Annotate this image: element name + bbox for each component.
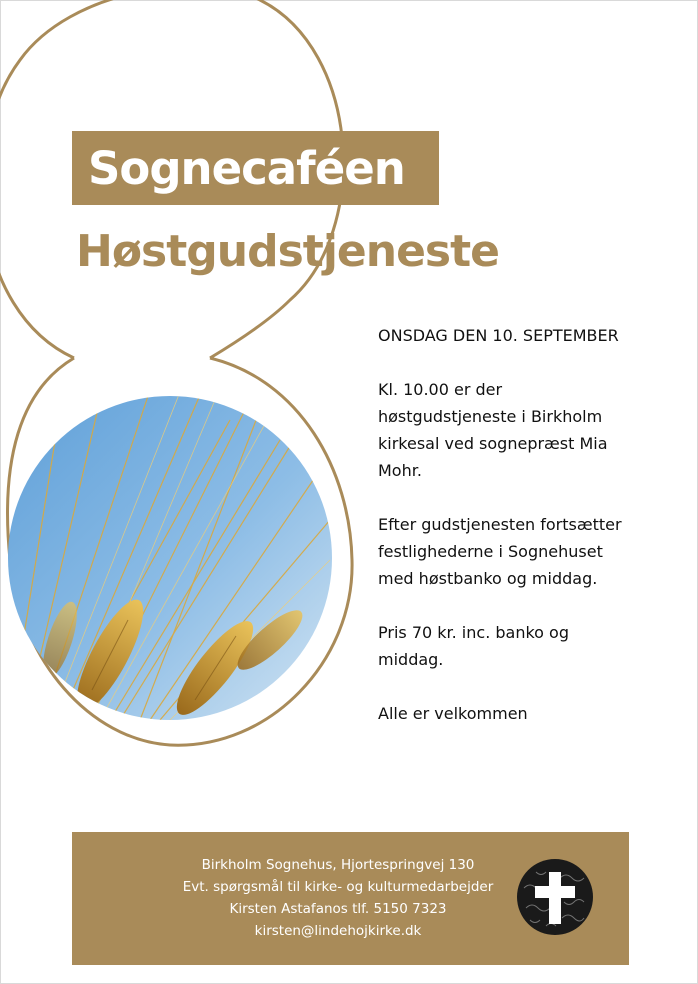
footer-banner — [72, 832, 629, 965]
text-line: Pris 70 kr. inc. banko og — [378, 623, 569, 642]
cross-icon — [516, 858, 594, 936]
text-line: Alle er velkommen — [378, 704, 528, 723]
text-line: festlighederne i Sognehuset — [378, 542, 603, 561]
price-paragraph — [378, 619, 678, 673]
text-line: Kl. 10.00 er der — [378, 380, 503, 399]
welcome-paragraph — [378, 700, 678, 727]
contact-email-link[interactable]: kirsten@lindehojkirke.dk — [254, 923, 422, 939]
festivities-paragraph — [378, 511, 678, 592]
text-line: Efter gudstjenesten fortsætter — [378, 515, 622, 534]
service-paragraph — [378, 376, 678, 484]
text-line: høstgudstjeneste i Birkholm — [378, 407, 603, 426]
text-line: Mohr. — [378, 461, 422, 480]
text-line: med høstbanko og middag. — [378, 569, 598, 588]
page-subtitle: Høstgudstjeneste — [76, 226, 499, 277]
text-line: middag. — [378, 650, 444, 669]
contact-info — [162, 854, 514, 942]
page-title: Sognecaféen — [88, 142, 405, 195]
wheat-photo — [0, 390, 340, 730]
contact-phone-line: Kirsten Astafanos tlf. 5150 7323 — [229, 901, 447, 917]
text-line: kirkesal ved sognepræst Mia — [378, 434, 608, 453]
event-date: ONSDAG DEN 10. SEPTEMBER — [378, 326, 619, 345]
address-line: Birkholm Sognehus, Hjortespringvej 130 — [201, 857, 475, 873]
contact-role-line: Evt. spørgsmål til kirke- og kulturmedarbejder — [182, 879, 494, 895]
event-details — [378, 322, 678, 754]
